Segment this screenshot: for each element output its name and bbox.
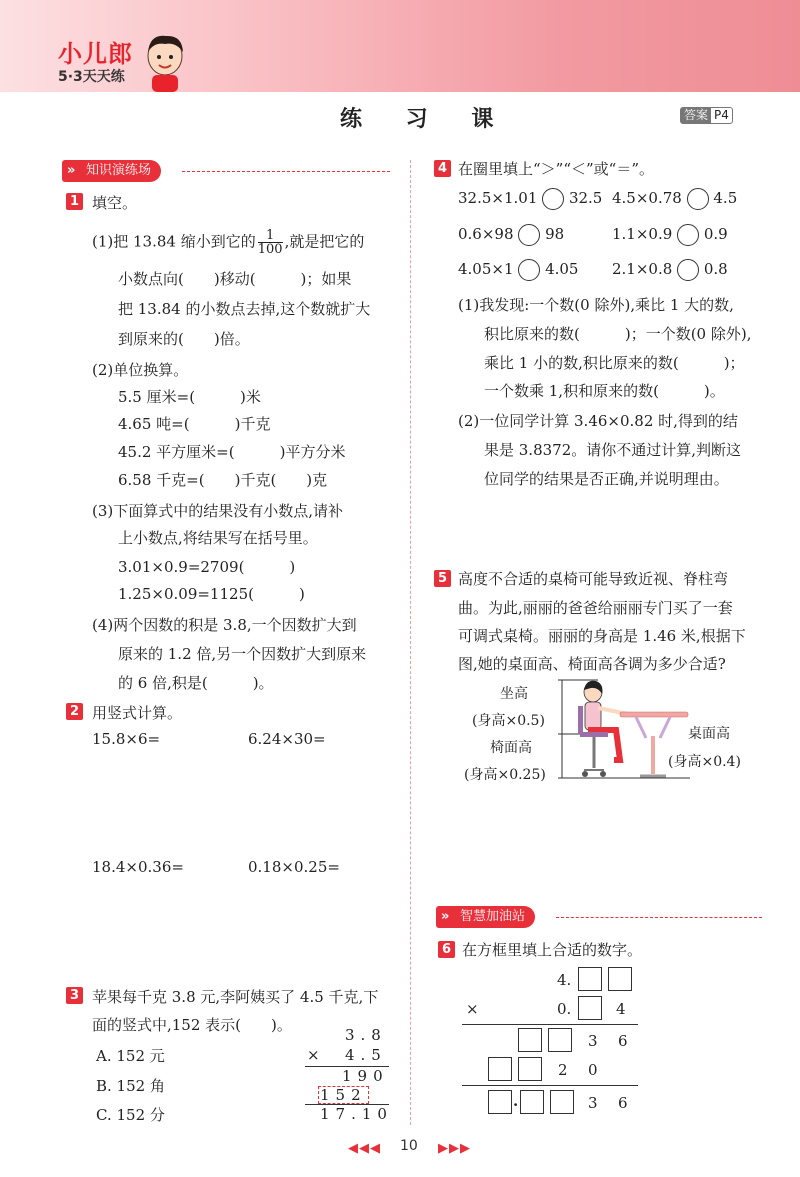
question-1-title: 填空。	[92, 194, 138, 212]
question-2-number: 2	[66, 703, 83, 720]
compare-circle-6[interactable]	[677, 259, 699, 281]
compare-circle-1[interactable]	[542, 188, 564, 210]
footer-left-arrows-icon: ◀◀◀	[348, 1141, 381, 1156]
fraction-1-100: $\frac{1}{100}$	[257, 228, 283, 257]
q1-part1-line1: (1)把 13.84 缩小到它的 $\frac{1}{100}$ ,就是把它的	[92, 228, 365, 257]
question-3-line2: 面的竖式中,152 表示( )。	[92, 1016, 292, 1034]
puzzle-box-1[interactable]	[578, 967, 602, 991]
q4-part2-line3: 位同学的结果是否正确,并说明理由。	[484, 470, 729, 488]
puzzle-r5-dot: .	[513, 1092, 519, 1110]
vertical-calc-4: 0.18×0.25=	[248, 858, 340, 876]
q1-part3-expr2: 1.25×0.09=1125( )	[118, 585, 305, 603]
question-3-number: 3	[66, 987, 83, 1004]
puzzle-r3-digit-b: 6	[618, 1032, 628, 1050]
label-sitting-formula: (身高×0.5)	[472, 713, 545, 729]
option-a[interactable]: A. 152 元	[96, 1047, 165, 1065]
label-chair-height: 椅面高	[490, 740, 532, 756]
puzzle-box-10[interactable]	[550, 1090, 574, 1114]
chevron-icon: »	[441, 909, 450, 924]
answer-page-badge[interactable]	[680, 107, 733, 124]
q1-part3-line2: 上小数点,将结果写在括号里。	[118, 529, 318, 547]
vcalc-row-2: 4.5	[345, 1046, 387, 1064]
brand-logo: 小儿郎	[58, 40, 133, 68]
q4-part1-line4: 一个数乘 1,积和原来的数( )。	[484, 382, 725, 400]
puzzle-r4-digit-b: 0	[588, 1061, 598, 1079]
compare-1: 32.5×1.01 32.5	[458, 188, 602, 210]
puzzle-box-3[interactable]	[578, 996, 602, 1020]
compare-3: 0.6×98 98	[458, 224, 564, 246]
puzzle-r3-digit-a: 3	[588, 1032, 598, 1050]
vcalc-row-1: 3.8	[345, 1026, 387, 1044]
unit-conversion-1: 5.5 厘米=( )米	[118, 388, 261, 406]
times-sign: ×	[307, 1046, 320, 1064]
puzzle-r5-digit-b: 6	[618, 1094, 628, 1112]
question-3-line1: 苹果每千克 3.8 元,李阿姨买了 4.5 千克,下	[92, 988, 379, 1006]
section-knowledge-label: 知识演练场	[86, 163, 152, 178]
puzzle-line-2	[462, 1085, 638, 1086]
question-6-number: 6	[438, 941, 455, 958]
question-5-line2: 曲。为此,丽丽的爸爸给丽丽专门买了一套	[458, 599, 733, 617]
question-2-title: 用竖式计算。	[92, 704, 183, 722]
puzzle-box-5[interactable]	[548, 1028, 572, 1052]
question-5-number: 5	[434, 570, 451, 587]
unit-conversion-2: 4.65 吨=( )千克	[118, 415, 271, 433]
label-sitting-height: 坐高	[500, 686, 528, 702]
puzzle-line-1	[462, 1024, 638, 1025]
section-wisdom-label: 智慧加油站	[460, 909, 526, 924]
q1-part4-line3: 的 6 倍,积是( )。	[118, 674, 274, 692]
q1-part1-line3: 把 13.84 的小数点去掉,这个数就扩大	[118, 300, 371, 318]
question-1-number: 1	[66, 193, 83, 210]
page-number: 10	[400, 1138, 418, 1154]
q4-part1-line2: 积比原来的数( )；一个数(0 除外),	[484, 325, 752, 343]
puzzle-box-6[interactable]	[488, 1057, 512, 1081]
brand-subtitle: 5·3天天练	[58, 69, 125, 85]
vcalc-result: 17.10	[320, 1105, 393, 1123]
compare-circle-5[interactable]	[518, 259, 540, 281]
label-chair-formula: (身高×0.25)	[464, 767, 546, 783]
answer-page: P4	[714, 108, 729, 122]
puzzle-box-9[interactable]	[520, 1090, 544, 1114]
q4-part2-line2: 果是 3.8372。请你不通过计算,判断这	[484, 441, 742, 459]
q1-part3-line1: (3)下面算式中的结果没有小数点,请补	[92, 502, 344, 520]
puzzle-box-2[interactable]	[608, 967, 632, 991]
q1-part4-line1: (4)两个因数的积是 3.8,一个因数扩大到	[92, 616, 357, 634]
q1-part1-line2: 小数点向( )移动( )；如果	[118, 270, 352, 288]
question-5-line4: 图,她的桌面高、椅面高各调为多少合适?	[458, 655, 726, 673]
puzzle-times-sign: ×	[466, 1000, 479, 1018]
q4-part1-line1: (1)我发现:一个数(0 除外),乘比 1 大的数,	[458, 296, 734, 314]
column-divider	[410, 160, 411, 1125]
puzzle-r2-digit-b: 4	[616, 1000, 626, 1018]
q1-part2-title: (2)单位换算。	[92, 361, 189, 379]
chevron-icon: »	[67, 163, 76, 178]
compare-circle-2[interactable]	[687, 188, 709, 210]
compare-5: 4.05×1 4.05	[458, 259, 578, 281]
vertical-calc-2: 6.24×30=	[248, 730, 326, 748]
answer-label: 答案	[681, 108, 711, 123]
question-6-title: 在方框里填上合适的数字。	[462, 941, 643, 959]
puzzle-r5-digit-a: 3	[588, 1094, 598, 1112]
label-desk-height: 桌面高	[688, 726, 730, 742]
q1-part4-line2: 原来的 1.2 倍,另一个因数扩大到原来	[118, 645, 367, 663]
q4-part2-line1: (2)一位同学计算 3.46×0.82 时,得到的结	[458, 412, 738, 430]
q4-part1-line3: 乘比 1 小的数,积比原来的数( )；	[484, 354, 745, 372]
vcalc-row-4-highlight: 152	[320, 1086, 367, 1104]
compare-4: 1.1×0.9 0.9	[612, 224, 728, 246]
vcalc-row-3: 190	[342, 1067, 389, 1085]
compare-circle-3[interactable]	[518, 224, 540, 246]
footer-right-arrows-icon: ▶▶▶	[438, 1141, 471, 1156]
page-title: 练 习 课	[340, 106, 512, 132]
puzzle-box-7[interactable]	[518, 1057, 542, 1081]
question-4-title: 在圈里填上“＞”“＜”或“＝”。	[458, 160, 655, 178]
desk-chair-illustration	[558, 678, 693, 782]
section-knowledge-tag	[62, 160, 161, 182]
question-5-line1: 高度不合适的桌椅可能导致近视、脊柱弯	[458, 570, 729, 588]
vertical-calc-3: 18.4×0.36=	[92, 858, 184, 876]
puzzle-r1-digit: 4.	[557, 971, 572, 989]
puzzle-box-8[interactable]	[488, 1090, 512, 1114]
q1-part1-line4: 到原来的( )倍。	[118, 330, 250, 348]
question-5-line3: 可调式桌椅。丽丽的身高是 1.46 米,根据下	[458, 627, 746, 645]
option-c[interactable]: C. 152 分	[96, 1106, 165, 1124]
question-4-number: 4	[434, 160, 451, 177]
puzzle-r2-digit-a: 0.	[557, 1000, 572, 1018]
section-dash-line	[556, 917, 762, 918]
compare-circle-4[interactable]	[677, 224, 699, 246]
puzzle-box-4[interactable]	[518, 1028, 542, 1052]
q1-part3-expr1: 3.01×0.9=2709( )	[118, 558, 296, 576]
option-b[interactable]: B. 152 角	[96, 1077, 165, 1095]
puzzle-r4-digit-a: 2	[558, 1061, 568, 1079]
section-wisdom-tag	[436, 906, 535, 928]
mascot-boy-icon	[140, 30, 190, 92]
section-dash-line	[182, 171, 390, 172]
compare-2: 4.5×0.78 4.5	[612, 188, 737, 210]
label-desk-formula: (身高×0.4)	[668, 754, 741, 770]
unit-conversion-4: 6.58 千克=( )千克( )克	[118, 471, 328, 489]
vertical-calc-1: 15.8×6=	[92, 730, 161, 748]
unit-conversion-3: 45.2 平方厘米=( )平方分米	[118, 443, 346, 461]
compare-6: 2.1×0.8 0.8	[612, 259, 728, 281]
